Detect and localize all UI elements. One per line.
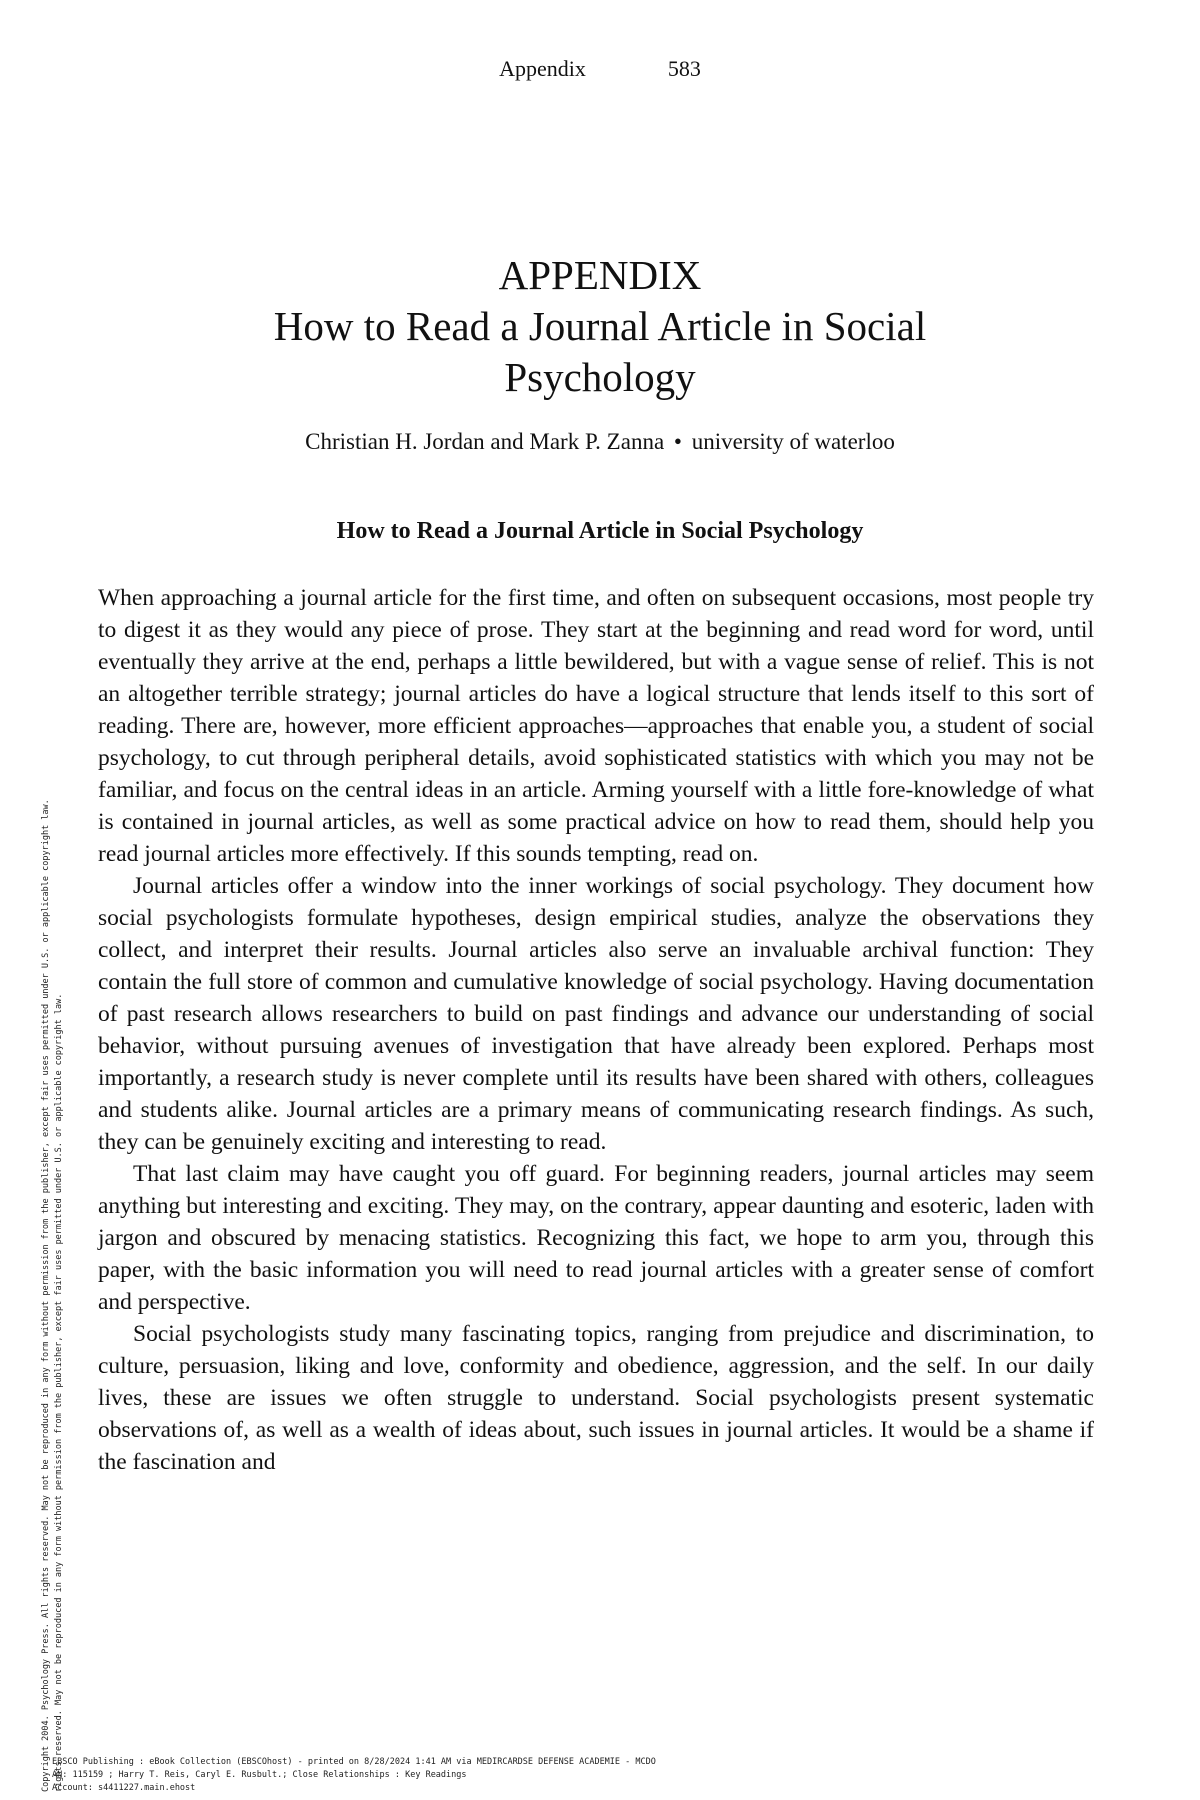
- byline-affiliation: university of waterloo: [691, 429, 895, 454]
- footer-line-1: EBSCO Publishing : eBook Collection (EBSCOhost) - printed on 8/28/2024 1:41 AM via MEDIRCARDSE DEFENSE ACADEMIE - MCDO: [52, 1757, 656, 1767]
- ebsco-footer-notice: [52, 1756, 1052, 1795]
- footer-line-2: AN: 115159 ; Harry T. Reis, Caryl E. Rusbult.; Close Relationships : Key Readings: [52, 1770, 467, 1780]
- byline-separator: •: [673, 429, 682, 454]
- copyright-line-2: rights reserved. May not be reproduced in any form without permission from the publisher, except fair uses permitted under U.S. or applicable copyright law.: [54, 993, 64, 1792]
- title-line-2: How to Read a Journal Article in Social: [273, 303, 927, 349]
- paragraph-3: That last claim may have caught you off guard. For beginning readers, journal articles may seem anything but interesting and exciting. They may, on the contrary, appear daunting and esoteric, laden with jargon and obscured by menacing statistics. Recognizing this fact, we hope to arm you, through this paper, with the basic information you will need to read journal articles with a greater sense of comfort and perspective.: [98, 1161, 1094, 1315]
- paragraph-4: Social psychologists study many fascinating topics, ranging from prejudice and discrimination, to culture, persuasion, liking and love, conformity and obedience, aggression, and the self. In our daily lives, these are issues we often struggle to understand. Social psychologists present systematic observations of, as well as a wealth of ideas about, such issues in journal articles. It would be a shame if the fascination and: [98, 1321, 1094, 1475]
- page-number: 583: [667, 56, 701, 81]
- title-appendix: APPENDIX: [498, 252, 702, 298]
- article-body: [98, 582, 1094, 1478]
- paragraph-2: Journal articles offer a window into the inner workings of social psychology. They document how social psychologists formulate hypotheses, design empirical studies, analyze the observations they collect, and interpret their results. Journal articles also serve an invaluable archival function: They contain the full store of common and cumulative knowledge of social psychology. Having documentation of past research allows researchers to build on past findings and advance our understanding of social behavior, without pursuing avenues of investigation that have already been explored. Perhaps most importantly, a research study is never complete until its results have been shared with others, colleagues and students alike. Journal articles are a primary means of communicating research findings. As such, they can be genuinely exciting and interesting to read.: [98, 873, 1094, 1155]
- byline-authors: Christian H. Jordan and Mark P. Zanna: [305, 429, 665, 454]
- title-block: [0, 250, 1200, 455]
- byline: [0, 429, 1200, 455]
- running-head: [0, 56, 1200, 82]
- paragraph-1: When approaching a journal article for the first time, and often on subsequent occasions, most people try to digest it as they would any piece of prose. They start at the beginning and read word for word, until eventually they arrive at the end, perhaps a little bewildered, but with a vague sense of relief. This is not an altogether terrible strategy; journal articles do have a logical structure that lends itself to this sort of reading. There are, however, more efficient approaches—approaches that enable you, a student of social psychology, to cut through peripheral details, avoid sophisticated statistics with which you may not be familiar, and focus on the central ideas in an article. Arming yourself with a little fore-knowledge of what is contained in journal articles, as well as some practical advice on how to read them, should help you read journal articles more effectively. If this sounds tempting, read on.: [98, 585, 1094, 867]
- footer-line-3: Account: s4411227.main.ehost: [52, 1783, 196, 1793]
- title-line-3: Psychology: [504, 354, 696, 400]
- section-heading: How to Read a Journal Article in Social Psychology: [336, 518, 864, 544]
- copyright-side-notice: [40, 572, 82, 1792]
- running-head-section: Appendix: [499, 56, 586, 81]
- copyright-line-1: Copyright 2004. Psychology Press. All rights reserved. May not be reproduced in any form without permission from the publisher, except fair uses permitted under U.S. or applicable copyright law.: [41, 799, 51, 1792]
